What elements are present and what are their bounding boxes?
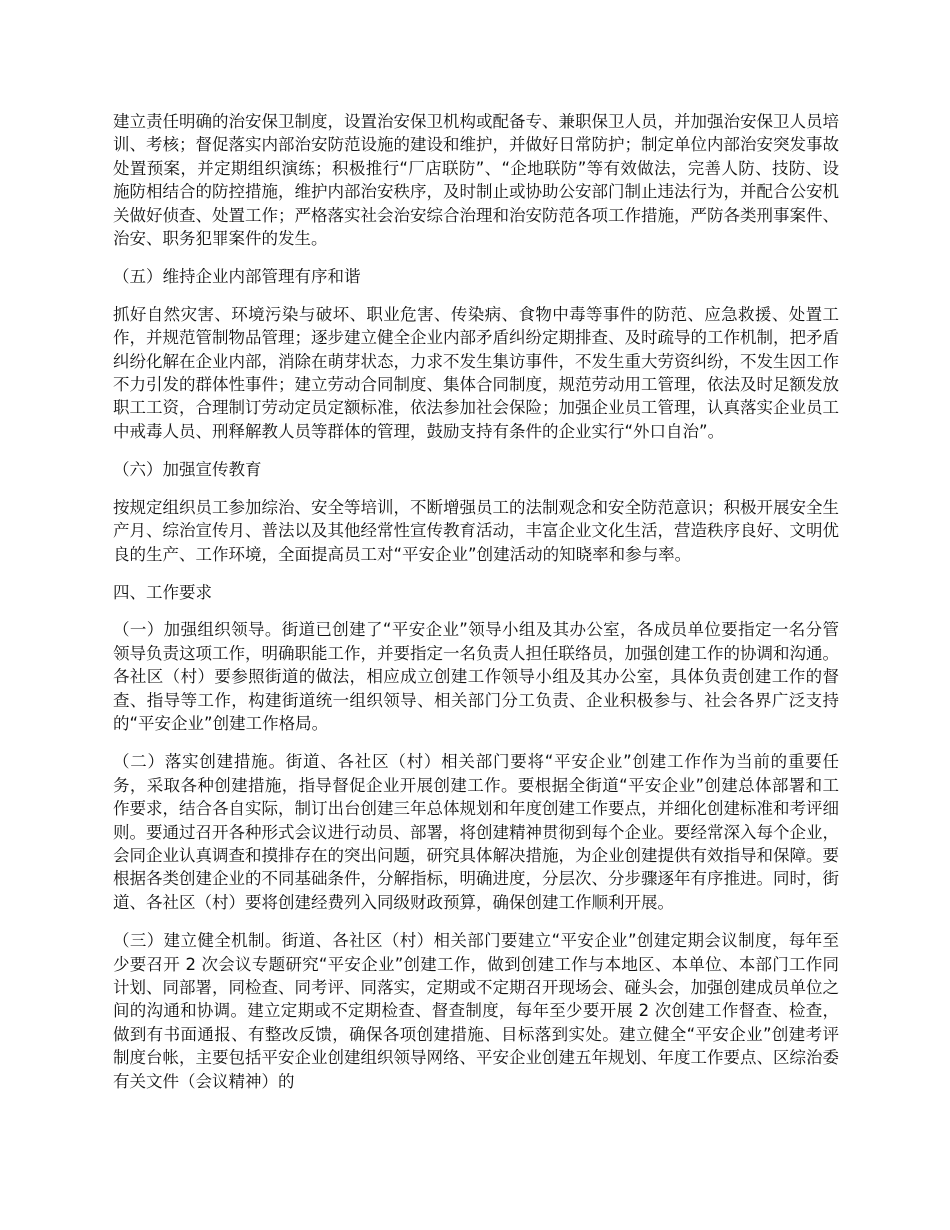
section-6-paragraph: 按规定组织员工参加综治、安全等培训，不断增强员工的法制观念和安全防范意识；积极开展安全生产月、综治宣传月、普法以及其他经常性宣传教育活动，丰富企业文化生活，营造秩序良好、文明优良的生产、工作环境，全面提高员工对“平安企业”创建活动的知晓率和参与率。 bbox=[113, 497, 839, 564]
section-5-heading: （五）维持企业内部管理有序和谐 bbox=[113, 267, 361, 287]
requirement-3-paragraph: （三）建立健全机制。街道、各社区（村）相关部门要建立“平安企业”创建定期会议制度，每年至少要召开 2 次会议专题研究“平安企业”创建工作，做到创建工作与本地区、本单位、本部门工作同计划、同部署，同检查、同考评、同落实，定期或不定期召开现场会、碰头会，加强创建成员单位之间的沟通和协调。建立定期或不定期检查、督查制度，每年至少要开展 2 次创建工作督查、检查，做到有书面通报、有整改反馈，确保各项创建措施、目标落到实处。建立健全“平安企业”创建考评制度台帐，主要包括平安企业创建组织领导网络、平安企业创建五年规划、年度工作要点、区综治委有关文件（会议精神）的 bbox=[113, 931, 839, 1091]
work-requirements-heading: 四、工作要求 bbox=[113, 582, 212, 602]
requirement-1-paragraph: （一）加强组织领导。街道已创建了“平安企业”领导小组及其办公室，各成员单位要指定一名分管领导负责这项工作，明确职能工作，并要指定一名负责人担任联络员，加强创建工作的协调和沟通。各社区（村）要参照街道的做法，相应成立创建工作领导小组及其办公室，具体负责创建工作的督查、指导等工作，构建街道统一组织领导、相关部门分工负责、企业积极参与、社会各界广泛支持的“平安企业”创建工作格局。 bbox=[113, 620, 839, 733]
section-5-paragraph: 抓好自然灾害、环境污染与破坏、职业危害、传染病、食物中毒等事件的防范、应急救援、处置工作，并规范管制物品管理；逐步建立健全企业内部矛盾纠纷定期排查、及时疏导的工作机制，把矛盾纠纷化解在企业内部，消除在萌芽状态，力求不发生集访事件，不发生重大劳资纠纷，不发生因工作不力引发的群体性事件；建立劳动合同制度、集体合同制度，规范劳动用工管理，依法及时足额发放职工工资，合理制订劳动定员定额标准，依法参加社会保险；加强企业员工管理，认真落实企业员工中戒毒人员、刑释解教人员等群体的管理，鼓励支持有条件的企业实行“外口自治”。 bbox=[113, 304, 839, 441]
document-page bbox=[113, 110, 839, 1108]
section-6-heading: （六）加强宣传教育 bbox=[113, 460, 262, 480]
intro-paragraph: 建立责任明确的治安保卫制度，设置治安保卫机构或配备专、兼职保卫人员，并加强治安保卫人员培训、考核；督促落实内部治安防范设施的建设和维护，并做好日常防护；制定单位内部治安突发事故处置预案，并定期组织演练；积极推行“厂店联防”、“企地联防”等有效做法，完善人防、技防、设施防相结合的防控措施，维护内部治安秩序，及时制止或协助公安部门制止违法行为，并配合公安机关做好侦查、处置工作；严格落实社会治安综合治理和治安防范各项工作措施，严防各类刑事案件、治安、职务犯罪案件的发生。 bbox=[113, 112, 839, 249]
requirement-2-paragraph: （二）落实创建措施。街道、各社区（村）相关部门要将“平安企业”创建工作作为当前的重要任务，采取各种创建措施，指导督促企业开展创建工作。要根据全街道“平安企业”创建总体部署和工作要求，结合各自实际，制订出台创建三年总体规划和年度创建工作要点，并细化创建标准和考评细则。要通过召开各种形式会议进行动员、部署，将创建精神贯彻到每个企业。要经常深入每个企业，会同企业认真调查和摸排存在的突出问题，研究具体解决措施，为企业创建提供有效指导和保障。要根据各类创建企业的不同基础条件，分解指标，明确进度，分层次、分步骤逐年有序推进。同时，街道、各社区（村）要将创建经费列入同级财政预算，确保创建工作顺利开展。 bbox=[113, 752, 839, 912]
